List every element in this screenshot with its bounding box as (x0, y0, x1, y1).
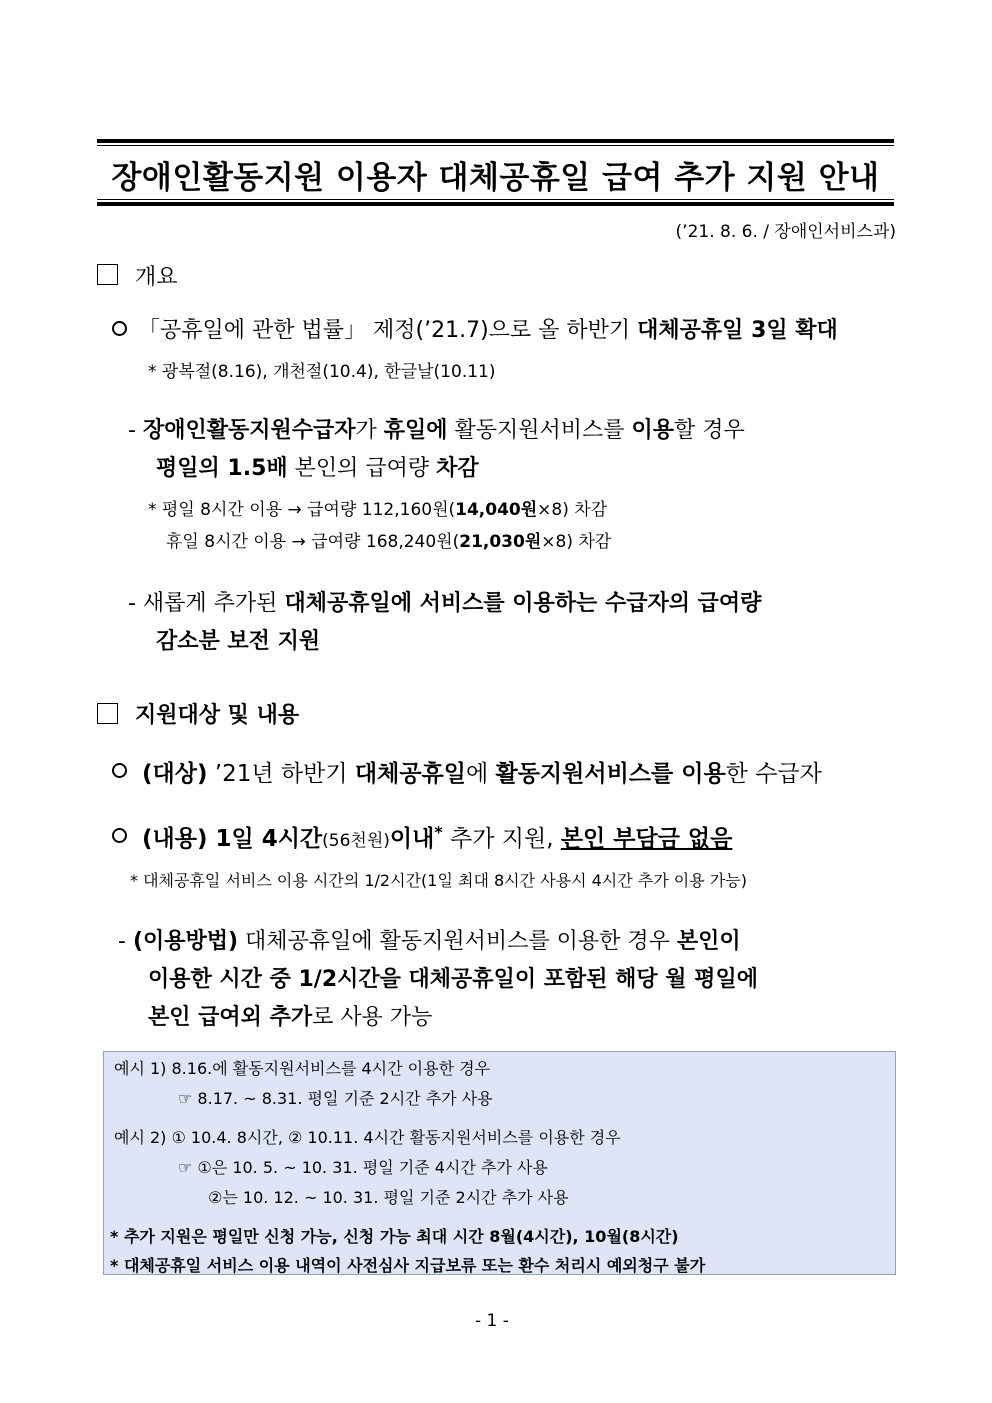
bullet1-emphasis: 대체공휴일 3일 확대 (637, 318, 838, 343)
dash1-line2-middle: 본인의 급여량 (287, 456, 437, 481)
target-service: 활동지원서비스를 이용 (495, 761, 726, 787)
calc-note-holiday (166, 527, 611, 552)
calc-note-weekday-c: ×8) 차감 (537, 500, 608, 520)
hours-note: * 대체공휴일 서비스 이용 시간의 1/2시간(1일 최대 8시간 사용시 4시간 추가 이용 가능) (130, 871, 747, 890)
holiday-term: 휴일에 (383, 418, 448, 443)
content-label: (내용) 1일 4시간 (142, 826, 323, 852)
law-name: 「공휴일에 관한 법률」 (138, 318, 367, 343)
bullet-circle (112, 828, 127, 843)
footnote-star: * (434, 822, 443, 842)
multiplier-term: 평일의 1.5배 (156, 456, 288, 481)
usage-method-middle: 대체공휴일에 활동지원서비스를 이용한 경우 (238, 929, 677, 954)
usage-method-label: (이용방법) (132, 929, 239, 954)
dash1-service: 활동지원서비스를 (447, 418, 632, 443)
content-middle: 추가 지원, (442, 826, 561, 852)
page-number: - 1 - (475, 1311, 509, 1331)
section1-heading: 개요 (135, 265, 178, 290)
bullet-circle (112, 321, 127, 336)
section2-bullet1 (142, 755, 822, 788)
example-footnote1: * 추가 지원은 평일만 신청 가능, 신청 가능 최대 시간 8월(4시간), 10월(8시간) (110, 1227, 679, 1246)
example1-title: 예시 1) 8.16.에 활동지원서비스를 4시간 이용한 경우 (114, 1059, 491, 1078)
example1-detail: ☞ 8.17. ~ 8.31. 평일 기준 2시간 추가 사용 (178, 1089, 493, 1108)
recipient-term: 장애인활동지원수급자 (142, 418, 356, 443)
page-title: 장애인활동지원 이용자 대체공휴일 급여 추가 지원 안내 (111, 160, 880, 196)
content-amount: (56천원) (322, 831, 390, 851)
dash-mark: - (128, 418, 143, 443)
section1-dash1-line2 (156, 451, 479, 482)
section-checkbox-square (97, 703, 118, 724)
title-bottom-rule (97, 202, 894, 206)
section2-dash3-line2: 이용한 시간 중 1/2시간을 대체공휴일이 포함된 해당 월 평일에 (148, 967, 758, 992)
example-box (103, 1051, 896, 1275)
dash1-particle: 가 (355, 418, 384, 443)
example2-detail1: ☞ ①은 10. 5. ~ 10. 31. 평일 기준 4시간 추가 사용 (178, 1158, 548, 1177)
target-holiday: 대체공휴일 (354, 761, 466, 787)
usage-method-self: 본인이 (676, 929, 741, 954)
example-footnote2: * 대체공휴일 서비스 이용 내역이 사전심사 지급보류 또는 환수 처리시 예외청구 불가 (110, 1256, 706, 1275)
content-limit: 이내 (389, 826, 435, 852)
usage-tail: 로 사용 가능 (312, 1005, 433, 1030)
usage-extra: 본인 급여외 추가 (148, 1005, 313, 1030)
title-bottom-rule-thin (97, 199, 894, 200)
dash2-lead: - 새롭게 추가된 (128, 591, 285, 616)
target-particle: 에 (465, 761, 496, 787)
section1-dash2-line1 (128, 586, 761, 617)
dash2-emphasis: 대체공휴일에 서비스를 이용하는 수급자의 급여량 (284, 591, 762, 616)
section1-bullet1 (138, 313, 838, 344)
holiday-note: * 광복절(8.16), 개천절(10.4), 한글날(10.11) (148, 362, 496, 382)
calc-note-weekday-a: * 평일 8시간 이용 → 급여량 112,160원( (148, 500, 456, 520)
dash3-mark: - (118, 929, 133, 954)
target-period: ’21년 하반기 (207, 761, 355, 787)
calc-note-holiday-rate: 21,030원 (459, 532, 542, 552)
deduction-term: 차감 (436, 456, 479, 481)
document-meta: (’21. 8. 6. / 장애인서비스과) (675, 222, 896, 242)
section2-dash3-line3 (148, 1000, 432, 1031)
section2-dash3-line1 (118, 924, 741, 955)
section1-dash1-line1 (128, 413, 896, 444)
example2-title: 예시 2) ① 10.4. 8시간, ② 10.11. 4시간 활동지원서비스를 이용한 경우 (114, 1128, 621, 1147)
calc-note-weekday-rate: 14,040원 (455, 500, 538, 520)
target-label: (대상) (142, 761, 208, 787)
example2-detail2: ②는 10. 12. ~ 10. 31. 평일 기준 2시간 추가 사용 (208, 1188, 569, 1207)
section1-dash2-line2: 감소분 보전 지원 (156, 629, 321, 654)
title-top-rule (97, 139, 894, 143)
section-checkbox-square (97, 264, 118, 285)
dash1-tail: 할 경우 (674, 418, 745, 443)
section2-heading: 지원대상 및 내용 (135, 703, 300, 728)
bullet-circle (112, 763, 127, 778)
calc-note-holiday-c: ×8) 차감 (541, 532, 612, 552)
bullet1-middle: 제정(’21.7)으로 올 하반기 (366, 318, 638, 343)
no-copay: 본인 부담금 없음 (560, 826, 733, 852)
target-tail: 한 수급자 (725, 761, 822, 787)
use-term: 이용 (631, 418, 675, 443)
section2-bullet2 (142, 820, 732, 853)
calc-note-holiday-a: 휴일 8시간 이용 → 급여량 168,240원( (166, 532, 460, 552)
title-top-rule-thin (97, 145, 894, 146)
calc-note-weekday (148, 495, 607, 520)
